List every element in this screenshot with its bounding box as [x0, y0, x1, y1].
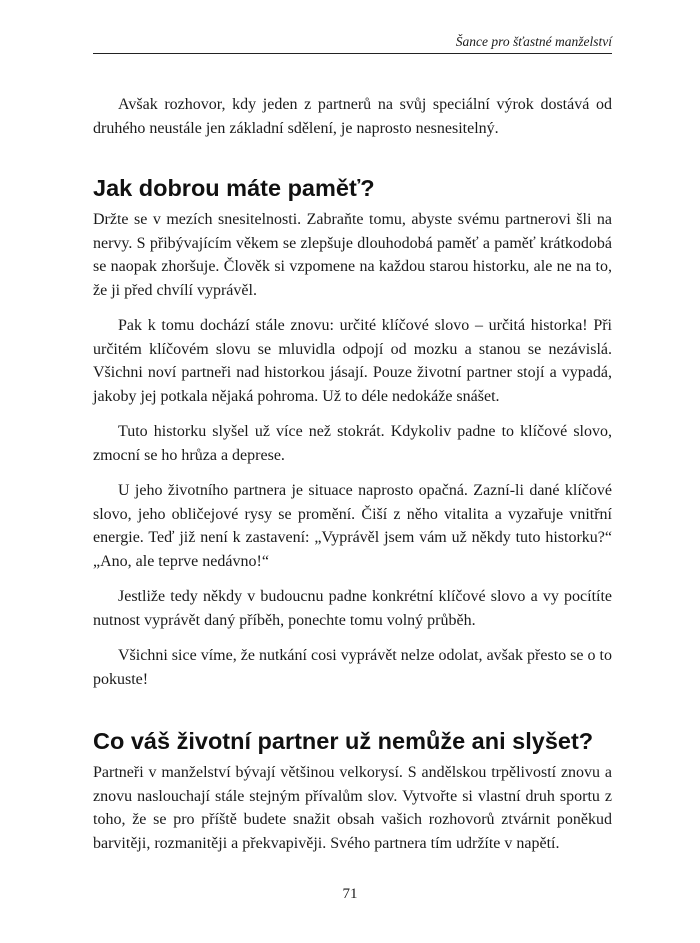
paragraph: Partneři v manželství bývají většinou velkorysí. S andělskou trpělivostí znovu a znovu naslouchají stále stejným přívalům slov. Vytvořte si vlastní druh sportu z toho, že se pro příště budete snažit obsah vašich rozhovorů ztvárnit poněkud barvitěji, rozmanitěji a překvapivěji. Svého partnera tím udržíte v napětí.	[93, 764, 612, 852]
intro-paragraph: Avšak rozhovor, kdy jeden z partnerů na svůj speciální výrok dostává od druhého neustále jen základní sdělení, je naprosto nesnesitelný.	[93, 96, 612, 137]
paragraph: Tuto historku slyšel už více než stokrát. Kdykoliv padne to klíčové slovo, zmocní se ho hrůza a deprese.	[93, 423, 612, 464]
paragraph: Jestliže tedy někdy v budoucnu padne konkrétní klíčové slovo a vy pocítíte nutnost vyprávět daný příběh, ponechte tomu volný průběh.	[93, 588, 612, 629]
section-heading-partner: Co váš životní partner už nemůže ani slyšet?	[93, 728, 594, 754]
page-content	[93, 93, 612, 867]
paragraph: Všichni sice víme, že nutkání cosi vyprávět nelze odolat, avšak přesto se o to pokuste!	[93, 647, 612, 688]
paragraph: U jeho životního partnera je situace naprosto opačná. Zazní-li dané klíčové slovo, jeho obličejové rysy se promění. Čiší z něho vitalita a vyzařuje vnitřní energie. Teď již není k zastavení: „Vyprávěl jsem vám už někdy tuto historku?“ „Ano, ale teprve nedávno!“	[93, 482, 612, 570]
page-number: 71	[342, 886, 358, 902]
paragraph: Držte se v mezích snesitelnosti. Zabraňte tomu, abyste svému partnerovi šli na nervy. S přibývajícím věkem se zlepšuje dlouhodobá paměť a paměť krátkodobá se naopak zhoršuje. Člověk si vzpomene na každou starou historku, ale ne na to, že ji před chvílí vyprávěl.	[93, 211, 612, 299]
running-title: Šance pro šťastné manželství	[455, 34, 612, 49]
running-header	[93, 34, 612, 54]
paragraph: Pak k tomu dochází stále znovu: určité klíčové slovo – určitá historka! Při určitém klíčovém slovu se mluvidla odpojí od mozku a stanou se nezávislá. Všichni noví partneři nad historkou jásají. Pouze životní partner stojí a vypadá, jakoby jej potkala nějaká pohroma. Už to déle nedokáže snášet.	[93, 317, 612, 405]
section-heading-memory: Jak dobrou máte paměť?	[93, 175, 375, 201]
